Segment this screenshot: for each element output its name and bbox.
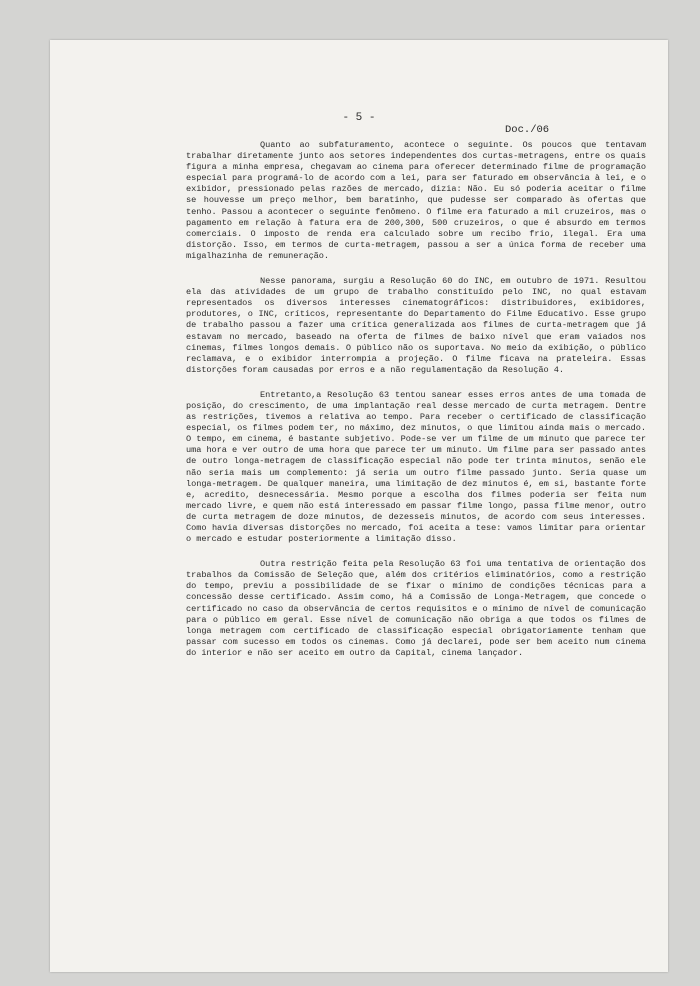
document-reference: Doc./06 (505, 124, 550, 136)
paragraph: Outra restrição feita pela Resolução 63 foi uma tentativa de orientação dos trabalhos da Comissão de Seleção que, além dos critérios eliminatórios, como a restrição do tempo, previu a possibilidade de se fixar o mínimo de condições técnicas para a concessão desse certificado. Assim como, há a Comissão de Longa-Metragem, que concede o certificado no caso da observância de certos requisitos e o mínimo de nível de comunicação para o público em geral. Esse nível de comunicação não obriga a que todos os filmes de longa metragem com certificado de classificação especial obrigatoriamente tenham que passar com sucesso em todos os cinemas. Como já declarei, pode ser bem aceito num cinema do interior e não ser aceito em outro da Capital, cinema lançador. (186, 559, 646, 658)
paragraph: Nesse panorama, surgiu a Resolução 60 do INC, em outubro de 1971. Resultou ela das atividades de um grupo de trabalho constituído pelo INC, no qual estavam representados os diversos interesses cinematográficos: distribuidores, exibidores, produtores, o INC, críticos, representante do Departamento do Filme Educativo. Esse grupo de trabalho passou a fazer uma crítica generalizada aos filmes de curta-metragem que já estavam no mercado, baseado na oferta de filmes de baixo nível que eram vaiados nos cinemas, filmes longos demais. O público não os suportava. No meio da exibição, o público reclamava, e o exibidor interrompia a projeção. O filme ficava na prateleira. Essas distorções foram causadas por erros e a não regulamentação da Resolução 4. (186, 276, 646, 375)
paper-sheet (50, 40, 668, 972)
paragraph: Quanto ao subfaturamento, acontece o seguinte. Os poucos que tentavam trabalhar diretamente junto aos setores independentes dos curtas-metragens, entre os quais figura a minha empresa, chegavam ao cinema para oferecer determinado filme de programação especial para programá-lo de acordo com a lei, para ser faturado em observância à lei, e o exibidor, pressionado pelas razões de mercado, dizia: Não. Eu só poderia aceitar o filme se houvesse um preço melhor, bem baratinho, que pudesse ser comparado às ofertas que tenho. Passou a acontecer o seguinte fenômeno. O filme era faturado a mil cruzeiros, mas o pagamento em relação à fatura era de 200,300, 500 cruzeiros, o que é absurdo em termos comerciais. O imposto de renda era calculado sobre um recibo frio, ilegal. Era uma distorção. Isso, em termos de curta-metragem, passou a ser a única forma de receber uma migalhazinha de remuneração. (186, 140, 646, 261)
paragraph: Entretanto,a Resolução 63 tentou sanear esses erros antes de uma tomada de posição, do crescimento, de uma implantação real desse mercado de curta metragem. Dentre as restrições, tivemos a relativa ao tempo. Para receber o certificado de classificação especial, os filmes podem ter, no máximo, dez minutos, o que limitou ainda mais o mercado. O tempo, em cinema, é bastante subjetivo. Pode-se ver um filme de um minuto que parece ter uma hora e ver outro de uma hora que parece ter um minuto. Um filme para ser passado antes de outro longa-metragem de classificação especial não pode ter trinta minutos, senão ele não seria mais um complemento: já seria um outro filme passado junto. Seria quase um longa-metragem. De qualquer maneira, uma limitação de dez minutos é, em si, bastante forte e, acredito, desnecessária. Mesmo porque a escolha dos filmes poderia ser feita num mercado livre, e quem não está interessado em passar filme longo, passa filme menor, outro de curta metragem de doze minutos, de dezesseis minutos, de acordo com seus interesses. Como havia diversas distorções no mercado, foi aceita a tese: vamos limitar para orientar o mercado e estudar posteriormente a limitação disso. (186, 389, 646, 545)
body-text (186, 140, 646, 673)
page-number: - 5 - (342, 112, 376, 124)
